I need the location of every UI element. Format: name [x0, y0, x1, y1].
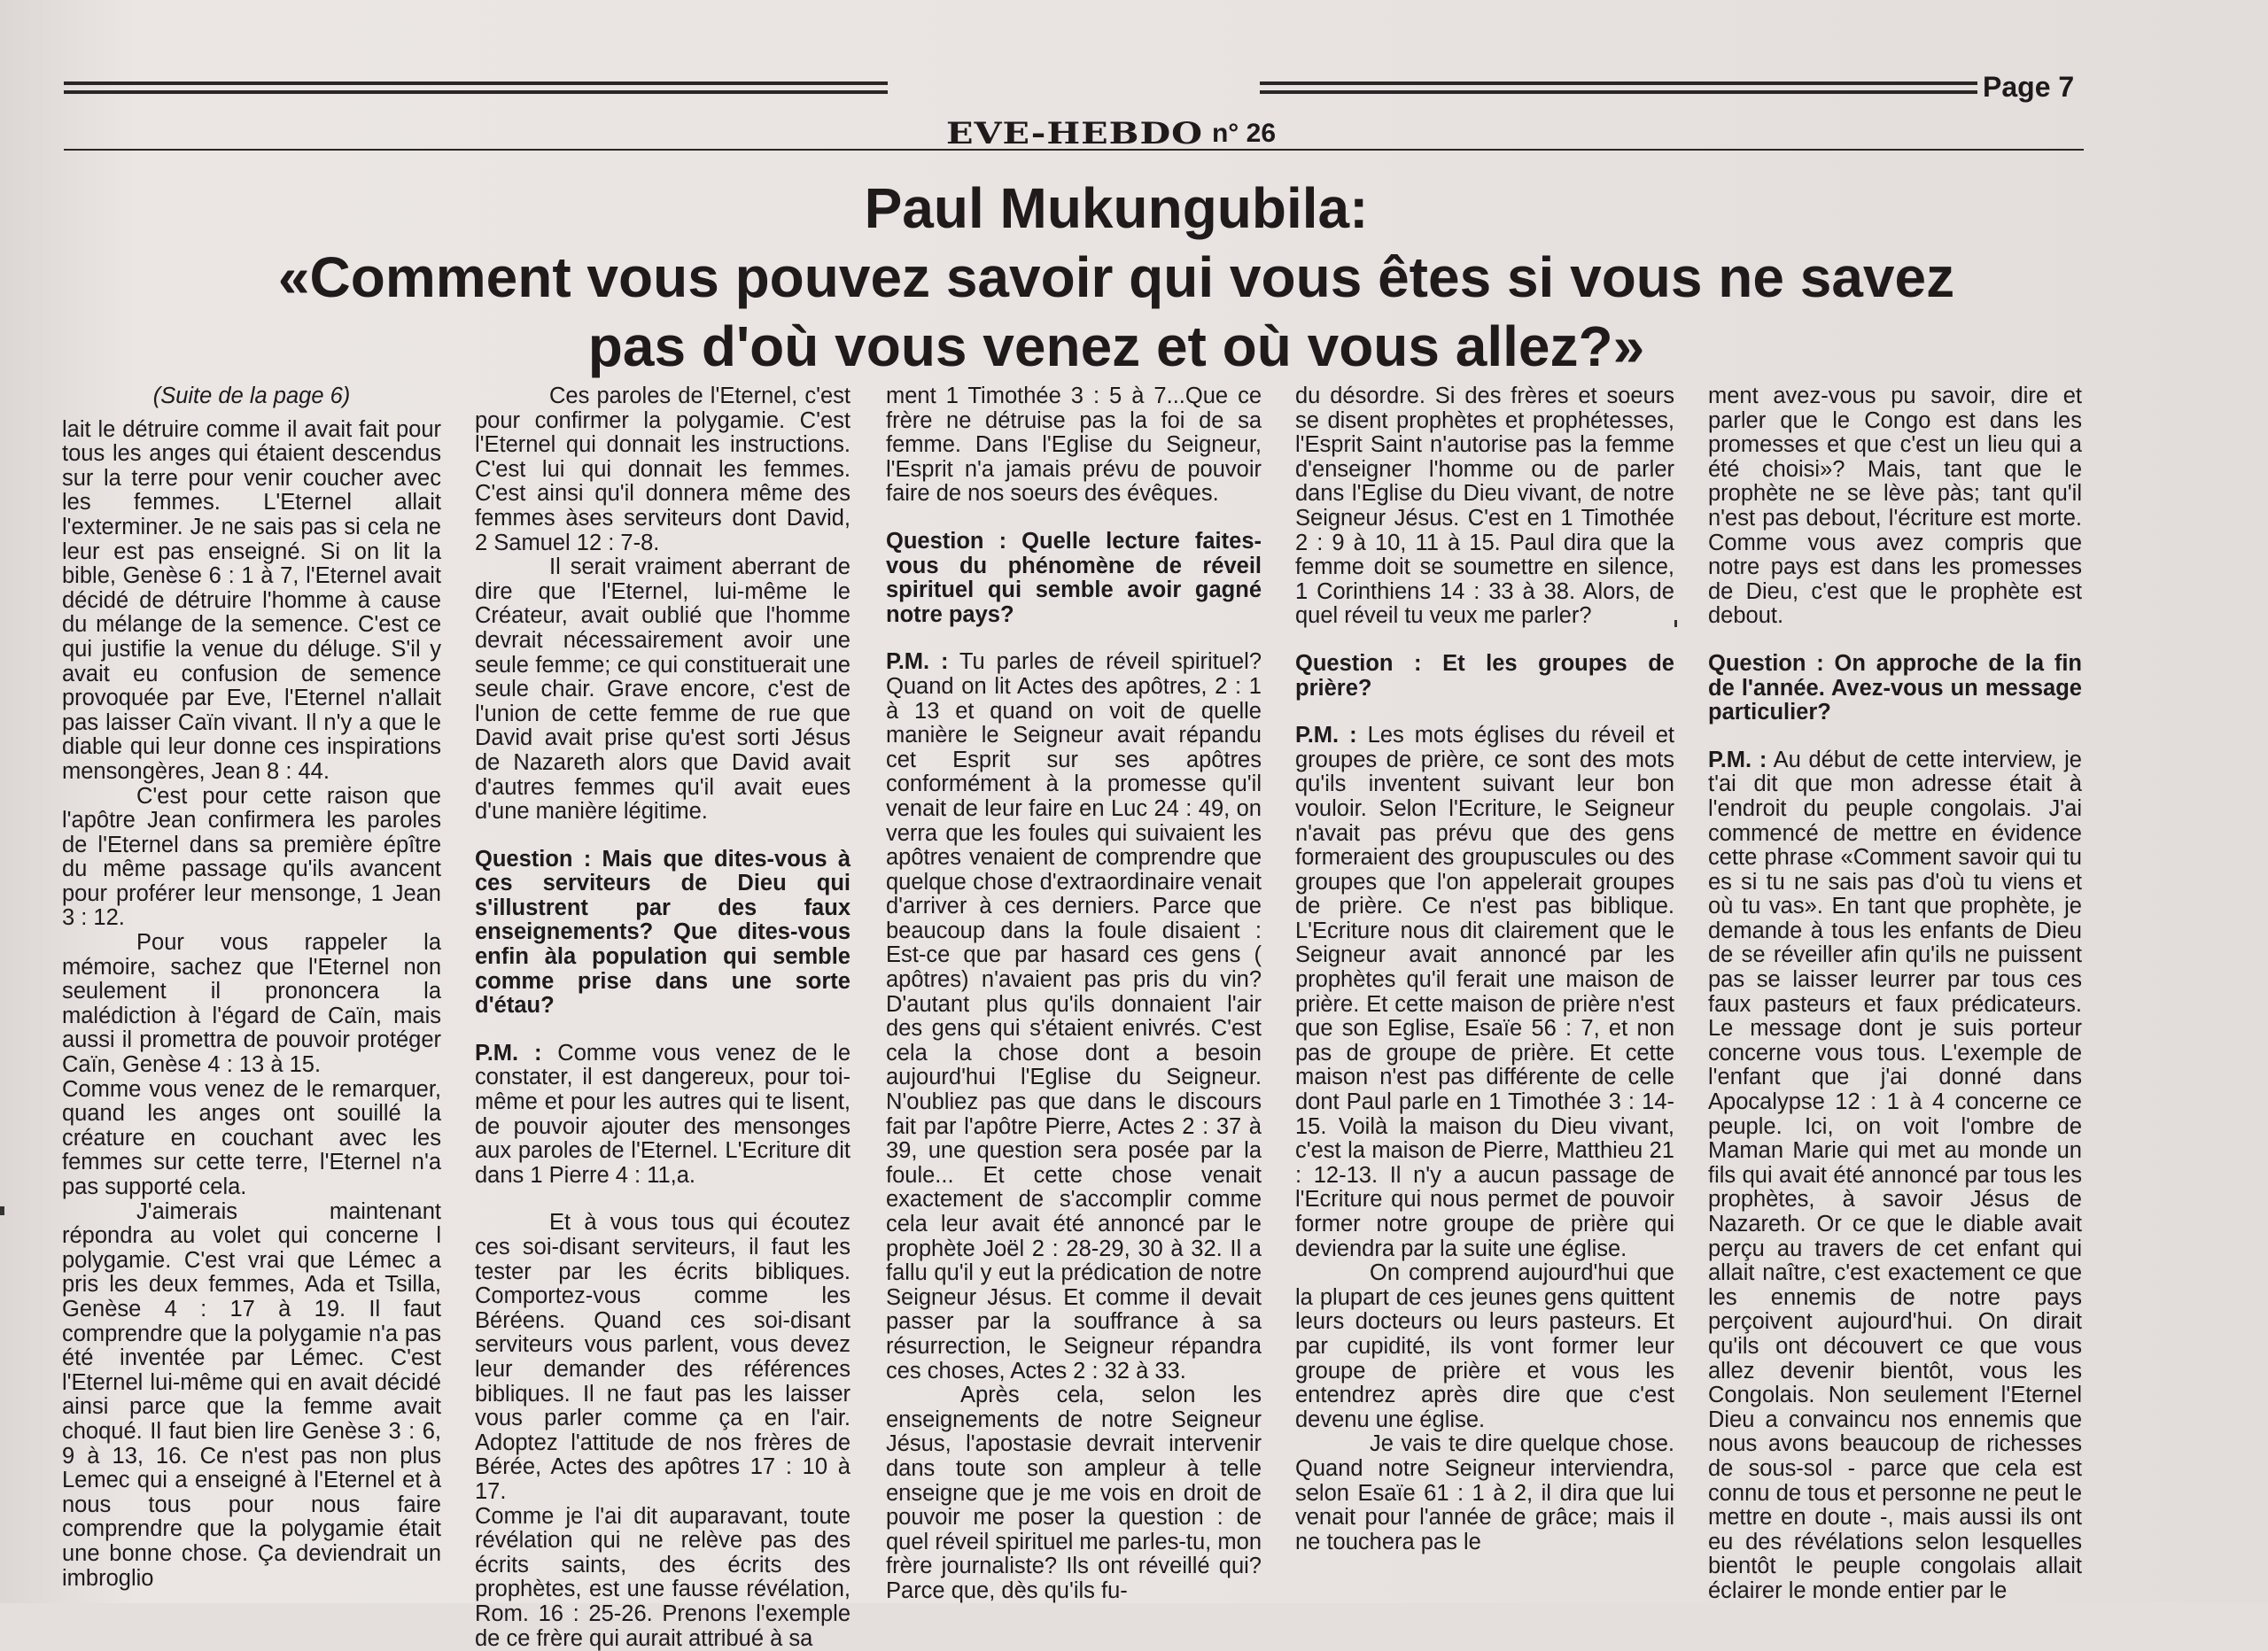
header-rule-right-top — [1260, 81, 1977, 85]
interview-question: Question : Et les groupes de prière? — [1295, 650, 1674, 701]
answer-text: Comme vous venez de le constater, il est dangereux, pour toi-même et pour les autres qui te lisent, de pouvoir ajouter des mensonges aux paroles de l'Eternel. L'Ecriture dit dans 1 Pierre 4 : 11,a. — [475, 1040, 850, 1188]
article-column-1 — [62, 384, 441, 1603]
interview-question: Question : On approche de la fin de l'année. Avez-vous un message particulier? — [1708, 650, 2082, 725]
interview-answer — [1295, 724, 1674, 1261]
paragraph: Je vais te dire quelque chose. Quand notre Seigneur interviendra, selon Esaïe 61 : 1 à 2, il dira que lui venait pour l'année de grâce; mais il ne touchera pas le — [1295, 1431, 1674, 1554]
page-number: Page 7 — [1983, 71, 2075, 103]
paragraph: ment 1 Timothée 3 : 5 à 7...Que ce frère ne détruise pas la foi de sa femme. Dans l'Eglise du Seigneur, l'Esprit n'a jamais prévu de pouvoir faire de nos soeurs des évêques. — [886, 384, 1262, 507]
interview-answer — [886, 650, 1262, 1384]
issue-number: n° 26 — [1211, 119, 1277, 148]
paragraph: Pour vous rappeler la mémoire, sachez que l'Eternel non seulement il prononcera la malédiction à l'égard de Caïn, mais aussi il promettra de pouvoir protéger Caïn, Genèse 4 : 13 à 15. — [62, 930, 441, 1078]
margin-mark — [1674, 620, 1677, 627]
interview-answer — [475, 1042, 850, 1189]
headline — [35, 174, 2197, 381]
margin-mark — [0, 1206, 4, 1215]
answer-speaker-label: P.M. : — [1708, 747, 1767, 772]
paragraph: Après cela, selon les enseignements de notre Seigneur Jésus, l'apostasie devrait intervenir dans toute son ampleur à telle enseigne que je me vois en droit de pouvoir me poser la question : de quel réveil spirituel me parles-tu, mon frère journaliste? Ils ont réveillé qui? Parce que, dès qu'ils fu- — [886, 1383, 1262, 1603]
headline-quote-line1: «Comment vous pouvez savoir qui vous êtes si vous ne savez — [277, 245, 1955, 309]
interview-answer — [1708, 748, 2082, 1604]
paragraph: Ces paroles de l'Eternel, c'est pour confirmer la polygamie. C'est l'Eternel qui donnait les instructions. C'est lui qui donnait les femmes. C'est ainsi qu'il donnera même des femmes àses serviteurs dont David, 2 Samuel 12 : 7-8. — [475, 384, 850, 555]
article-column-3 — [886, 384, 1262, 1603]
paragraph: lait le détruire comme il avait fait pour tous les anges qui étaient descendus sur la terre pour venir coucher avec les femmes. L'Eternel allait l'exterminer. Je ne sais pas si cela ne leur est pas enseigné. Si on lit la bible, Genèse 6 : 1 à 7, l'Eternel avait décidé de détruire l'homme à cause du mélange de la semence. C'est ce qui justifie la venue du déluge. S'il y avait eu confusion de semence provoquée par Eve, l'Eternel n'allait pas laisser Caïn vivant. Il n'y a que le diable qui leur donne ces inspirations mensongères, Jean 8 : 44. — [62, 416, 441, 784]
article-column-2 — [475, 384, 850, 1651]
headline-quote-line2: pas d'où vous venez et où vous allez?» — [587, 314, 1645, 378]
paragraph: ment avez-vous pu savoir, dire et parler que le Congo est dans les promesses et que c'est un lieu qui a été choisi»? Mais, tant que le prophète ne se lève pàs; tant qu'il n'est pas debout, l'écriture est morte. Comme vous avez compris que notre pays est dans les promesses de Dieu, c'est que le prophète est debout. — [1708, 384, 2082, 629]
masthead — [946, 105, 1276, 154]
paragraph: Et à vous tous qui écoutez ces soi-disant serviteurs, il faut les tester par les écrits bibliques. Comportez-vous comme les Béréens. Quand ces soi-disant serviteurs vous parlent, vous devez leur demander des références bibliques. Il ne faut pas les laisser vous parler comme ça en l'air. Adoptez l'attitude de nos frères de Bérée, Actes des apôtres 17 : 10 à 17. — [475, 1210, 850, 1504]
header-rule-left-bottom — [64, 90, 888, 94]
header-rule-left-top — [64, 81, 888, 85]
paragraph: Il serait vraiment aberrant de dire que l'Eternel, lui-même le Créateur, avait oublié que l'homme devrait nécessairement avoir une seule femme; ce qui constituerait une seule chair. Grave encore, c'est de l'union de cette femme de rue que David avait prise qu'est sorti Jésus de Nazareth alors que David avait d'autres femmes qu'il avait eues d'une manière légitime. — [475, 554, 850, 825]
interview-question: Question : Mais que dites-vous à ces serviteurs de Dieu qui s'illustrent par des faux enseignements? Que dites-vous enfin àla population qui semble comme prise dans une sorte d'étau? — [475, 846, 850, 1019]
article-column-5 — [1708, 384, 2082, 1603]
continued-from-note: (Suite de la page 6) — [152, 384, 351, 408]
answer-speaker-label: P.M. : — [1295, 723, 1357, 748]
answer-text: Tu parles de réveil spirituel? Quand on lit Actes des apôtres, 2 : 1 à 13 et quand on voit de quelle manière le Seigneur avait répandu cet Esprit sur ses apôtres conformément à la promesse qu'il venait de leur faire en Luc 24 : 49, on verra que les foules qui suivaient les apôtres venaient de comprendre que quelque chose d'extraordinaire venait d'arriver à ces derniers. Parce que beaucoup dans la foule disaient : Est-ce que par hasard ces gens ( apôtres) n'avaient pas pris du vin? D'autant plus qu'ils donnaient l'air des gens qui s'étaient enivrés. C'est cela la chose dont a besoin aujourd'hui l'Eglise du Seigneur. N'oubliez pas que dans le discours fait par l'apôtre Pierre, Actes 2 : 37 à 39, une question sera posée par la foule... Et cette chose venait exactement de s'accomplir comme cela leur avait été annoncé par le prophète Joël 2 : 28-29, 30 à 32. Il a fallu qu'il y eut la prédication de notre Seigneur Jésus. Et comme il devait passer par la souffrance à sa résurrection, le Seigneur répandra ces choses, Actes 2 : 32 à 33. — [886, 649, 1262, 1384]
paragraph: J'aimerais maintenant répondra au volet qui concerne l polygamie. C'est vrai que Lémec a pris les deux femmes, Ada et Tsilla, Genèse 4 : 17 à 19. Il faut comprendre que la polygamie n'a pas été inventée par Lémec. C'est l'Eternel lui-même qui en avait décidé ainsi parce que la femme avait choqué. Il faut bien lire Genèse 3 : 6, 9 à 13, 16. Ce n'est pas non plus Lemec qui a enseigné à l'Eternel et à nous tous pour nous faire comprendre que la polygamie était une bonne chose. Ça deviendrait un imbroglio — [62, 1198, 441, 1591]
interview-question: Question : Quelle lecture faites-vous du phénomène de réveil spirituel qui semble avoir gagné notre pays? — [886, 528, 1262, 627]
article-column-4 — [1295, 384, 1674, 1603]
headline-name: Paul Mukungubila: — [864, 176, 1369, 240]
paragraph: Comme vous venez de le remarquer, quand les anges ont souillé la créature en couchant avec les femmes sur cette terre, l'Eternel n'a pas supporté cela. — [62, 1076, 441, 1199]
answer-speaker-label: P.M. : — [475, 1040, 542, 1066]
paragraph: On comprend aujourd'hui que la plupart de ces jeunes gens quittent leurs docteurs ou leurs pasteurs. Et par cupidité, ils vont former leur groupe de prière et vous les entendrez après dire que c'est devenu une église. — [1295, 1260, 1674, 1432]
header-rule-right-bottom — [1260, 90, 1977, 94]
answer-speaker-label: P.M. : — [886, 649, 949, 675]
paragraph: du désordre. Si des frères et soeurs se disent prophètes et prophétesses, l'Esprit Saint n'autorise pas la femme d'enseigner l'homme ou de parler dans l'Eglise du Dieu vivant, de notre Seigneur Jésus. C'est en 1 Timothée 2 : 9 à 10, 11 à 15. Paul dira que la femme doit se soumettre en silence, 1 Corinthiens 14 : 33 à 38. Alors, de quel réveil tu veux me parler? — [1295, 384, 1674, 629]
answer-text: Les mots églises du réveil et groupes de prière, ce sont des mots qu'ils inventent suivant leur bon vouloir. Selon l'Ecriture, le Seigneur n'avait pas prévu que des gens formeraient des groupuscules ou des groupes que l'on appelerait groupes de prière. Ce n'est pas biblique. L'Ecriture nous dit clairement que le Seigneur avait annoncé par les prophètes qu'il ferait une maison de prière. Et cette maison de prière n'est que son Eglise, Esaïe 56 : 7, et non pas de groupe de prière. Et cette maison n'est pas différente de celle dont Paul parle en 1 Timothée 3 : 14-15. Voilà la maison du Dieu vivant, c'est la maison de Pierre, Matthieu 21 : 12-13. Il n'y a aucun passage de l'Ecriture qui nous permet de pouvoir former notre groupe de prière qui deviendra par la suite une église. — [1295, 723, 1674, 1261]
answer-text: Au début de cette interview, je t'ai dit que mon adresse était à l'endroit du peuple congolais. J'ai commencé de mettre en évidence cette phrase «Comment savoir qui tu es si tu ne sais pas d'où tu viens et où tu vas». En tant que prophète, je demande à tous les enfants de Dieu de se réveiller afin qu'ils ne puissent pas se laisser leurrer par tous ces faux pasteurs et faux prédicateurs. Le message dont je suis porteur concerne vous tous. L'exemple de l'enfant que j'ai donné dans Apocalypse 12 : 1 à 4 concerne ce peuple. Ici, on voit l'ombre de Maman Marie qui met au monde un fils qui avait été annoncé par tous les prophètes, à savoir Jésus de Nazareth. Or ce que le diable avait perçu au travers de cet enfant qui allait naître, c'est exactement ce que les ennemis de notre pays perçoivent aujourd'hui. On dirait qu'ils ont découvert ce que vous allez devenir bientôt, vous les Congolais. Non seulement l'Eternel Dieu a convaincu nos ennemis que nous avons beaucoup de richesses de sous-sol - parce que cela est connu de tous et personne ne peut le mettre en doute -, mais aussi ils ont eu des révélations selon lesquelles bientôt le peuple congolais allait éclairer le monde entier par le — [1708, 747, 2082, 1603]
paragraph: C'est pour cette raison que l'apôtre Jean confirmera les paroles de l'Eternel dans sa première épître du même passage qu'ils avancent pour proférer leur mensonge, 1 Jean 3 : 12. — [62, 783, 441, 931]
masthead-logo: EVE-HEBDO — [946, 115, 1203, 151]
paragraph: Comme je l'ai dit auparavant, toute révélation qui ne relève pas des écrits saints, des écrits des prophètes, est une fausse révélation, Rom. 16 : 25-26. Prenons l'exemple de ce frère qui aurait attribué à sa — [475, 1503, 850, 1651]
